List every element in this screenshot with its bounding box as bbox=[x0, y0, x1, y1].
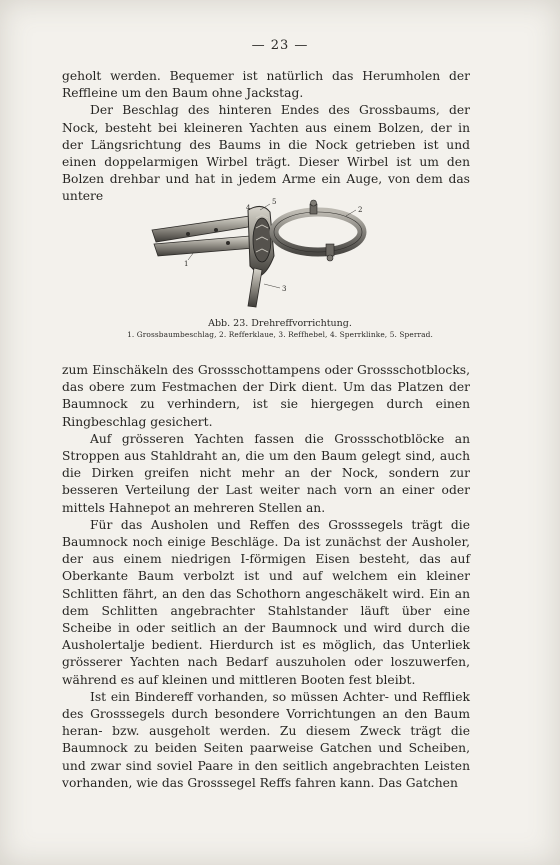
figure-legend: 1. Grossbaumbeschlag, 2. Refferklaue, 3. Reffhebel, 4. Sperrklinke, 5. Sperrad. bbox=[127, 330, 433, 339]
paragraph: Der Beschlag des hinteren Endes des Grossbaums, der Nock, besteht bei kleineren Yachten aus einem Bolzen, der in der Längsrichtung des Baums in die Nock getrieben ist und einen doppelarmigen Wirbel trägt. Dieser Wirbel ist um den Bolzen drehbar und hat in jedem Arme ein Auge, von dem das untere bbox=[62, 103, 470, 204]
figure-illustration bbox=[150, 196, 380, 312]
paragraph: Ist ein Bindereff vorhanden, so müssen Achter- und Reffliek des Grosssegels durch besondere Vorrichtungen an den Baum heran- bzw. ausgeholt werden. Zu diesem Zweck trägt die Baumnock zu beiden Seiten paarweise Gatchen und Scheiben, und zwar sind soviel Paare in den seitlich angebrachten Leisten vorhanden, wie das Grosssegel Reffs fahren kann. Das Gatchen bbox=[62, 689, 470, 790]
bottom-text-block bbox=[62, 362, 470, 792]
paragraph: Auf grösseren Yachten fassen die Grossschotblöcke an Stroppen aus Stahldraht an, die um den Baum gelegt sind, auch die Dirken greifen nicht mehr an der Nock, sondern zur besseren Verteilung der Last weiter nach vorn an einer oder mittels Hahnepot an mehreren Stellen an. bbox=[62, 431, 470, 515]
reefing-gear-drawing bbox=[150, 196, 380, 312]
part-label-5: 5 bbox=[272, 198, 277, 206]
part-label-4: 4 bbox=[246, 204, 251, 212]
page-number: — 23 — bbox=[251, 38, 309, 53]
figure-caption: Abb. 23. Drehreffvorrichtung. bbox=[208, 318, 352, 329]
part-label-1: 1 bbox=[184, 260, 189, 268]
paragraph: zum Einschäkeln des Grossschottampens oder Grossschotblocks, das obere zum Festmachen der Dirk dient. Um das Platzen der Baumnock zu verhindern, ist sie hiergegen durch einen Ringbeschlag gesichert. bbox=[62, 363, 470, 429]
top-text-block bbox=[62, 68, 470, 206]
paragraph: Für das Ausholen und Reffen des Grosssegels trägt die Baumnock noch einige Beschläge. Da ist zunächst der Ausholer, der aus einem niedrigen I-förmigen Eisen besteht, das auf Oberkante Baum verbolzt ist und auf welchem ein kleiner Schlitten fährt, an den das Schothorn angeschäkelt wird. Ein an dem Schlitten angebrachter Stahlstander läuft über eine Scheibe in oder seitlich an der Baumnock und wird durch die Ausholertalje bedient. Hierdurch ist es möglich, das Unterliek grösserer Yachten nach Bedarf auszuholen oder loszuwerfen, während es auf kleinen und mittleren Booten fest bleibt. bbox=[62, 517, 470, 687]
paragraph: geholt werden. Bequemer ist natürlich das Herumholen der Reffleine um den Baum ohne Jackstag. bbox=[62, 69, 470, 101]
part-label-2: 2 bbox=[358, 206, 363, 214]
part-label-3: 3 bbox=[282, 285, 287, 293]
